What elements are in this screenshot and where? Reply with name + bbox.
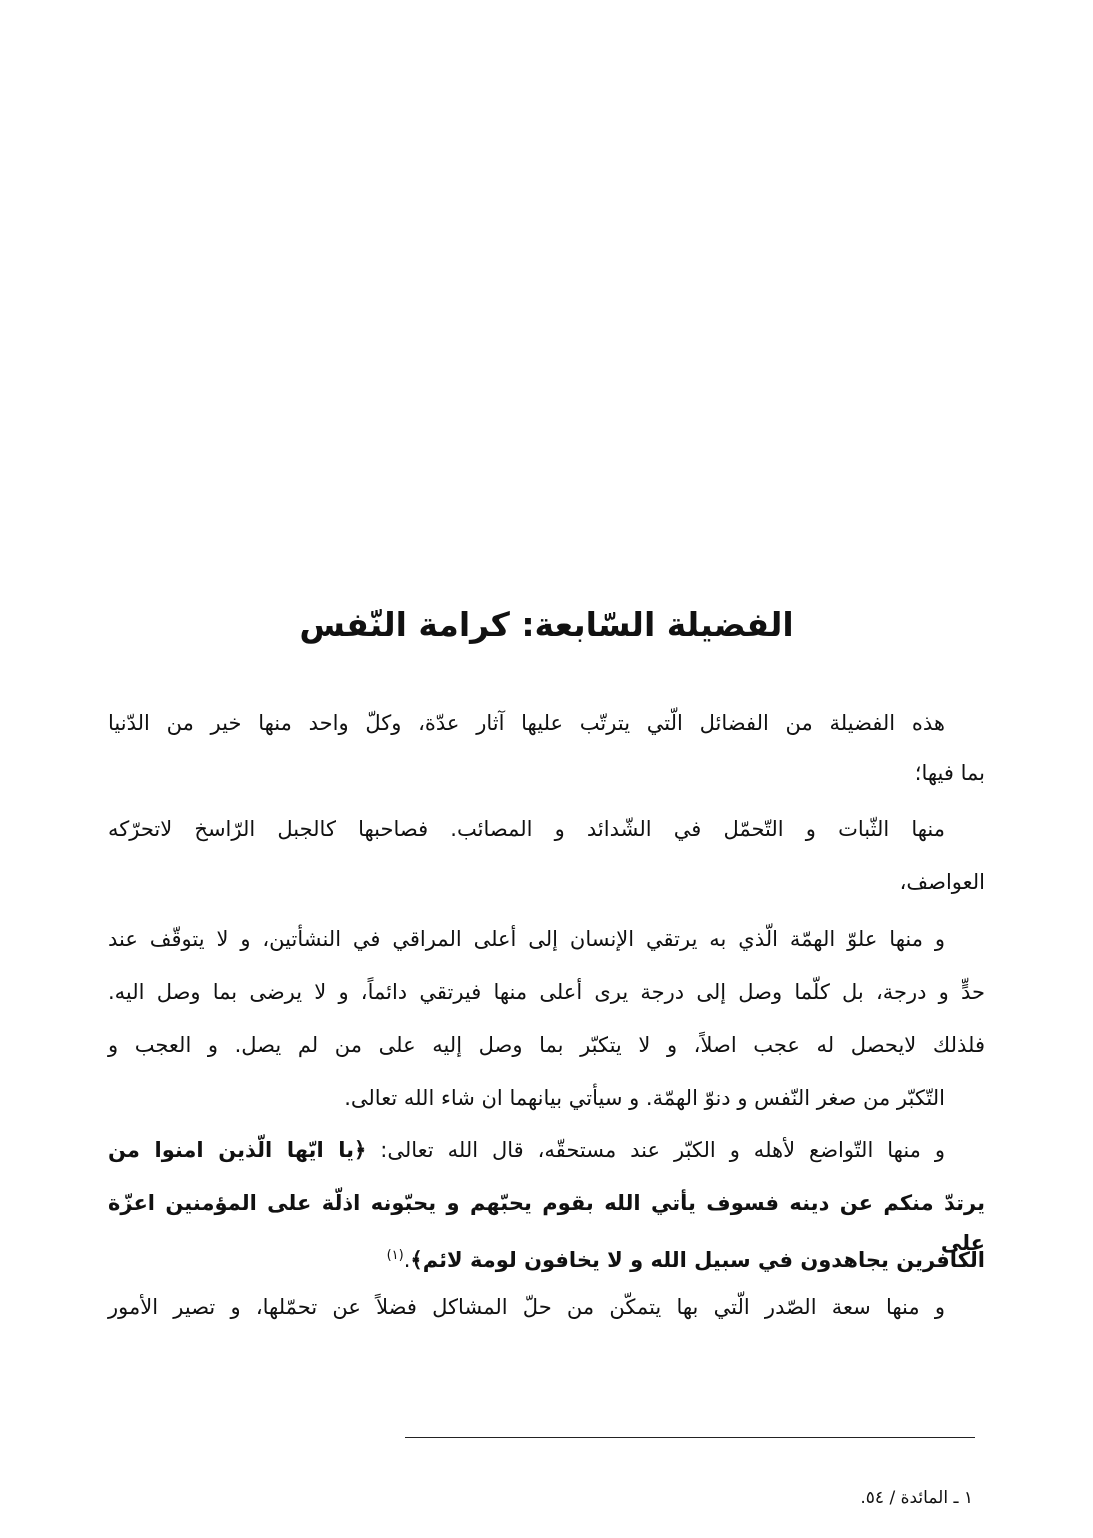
line-text: و منها التّواضع لأهله و الكبّر عند مستحقّه، قال الله تعالى: xyxy=(380,1138,946,1162)
paragraph-line: منها الثّبات و التّحمّل في الشّدائد و المصائب. فصاحبها كالجبل الرّاسخ لاتحرّكه xyxy=(108,817,945,841)
footnote: ١ ـ المائدة / ٥٤. xyxy=(860,1488,973,1508)
paragraph-line: التّكبّر من صغر النّفس و دنوّ الهمّة. و سيأتي بيانهما ان شاء الله تعالى. xyxy=(344,1086,945,1110)
footnote-divider xyxy=(405,1437,975,1438)
period: . xyxy=(403,1248,411,1272)
paragraph-line xyxy=(108,1130,985,1170)
paragraph-line: و منها علوّ الهمّة الّذي به يرتقي الإنسان إلى أعلى المراقي في النشأتين، و لا يتوقّف عند xyxy=(108,927,945,951)
paragraph-line: هذه الفضيلة من الفضائل الّتي يترتّب عليها آثار عدّة، وكلّ واحد منها خير من الدّنيا xyxy=(108,711,945,735)
paragraph-line: بما فيها؛ xyxy=(914,761,985,785)
paragraph-line: فلذلك لايحصل له عجب اصلاً، و لا يتكبّر بما وصل إليه على من لم يصل. و العجب و xyxy=(108,1033,985,1057)
paragraph-line xyxy=(108,1236,985,1280)
quran-quote-line: يرتدّ منكم عن دينه فسوف يأتي الله بقوم يحبّهم و يحبّونه اذلّة على المؤمنين اعزّة على xyxy=(108,1191,985,1255)
chapter-title: الفضيلة السّابعة: كرامة النّفس xyxy=(299,605,794,644)
paragraph-line: العواصف، xyxy=(899,870,985,894)
quran-quote: الكافرين يجاهدون في سبيل الله و لا يخافون لومة لائم﴾ xyxy=(410,1248,985,1272)
paragraph-line: و منها سعة الصّدر الّتي بها يتمكّن من حلّ المشاكل فضلاً عن تحمّلها، و تصير الأمور xyxy=(108,1295,945,1319)
quran-quote: ﴿يا ايّها الّذين امنوا من xyxy=(108,1138,367,1162)
footnote-ref: (١) xyxy=(386,1248,404,1263)
paragraph-line: حدٍّ و درجة، بل كلّما وصل إلى درجة يرى أعلى منها فيرتقي دائماً، و لا يرضى بما وصل اليه. xyxy=(108,980,985,1004)
